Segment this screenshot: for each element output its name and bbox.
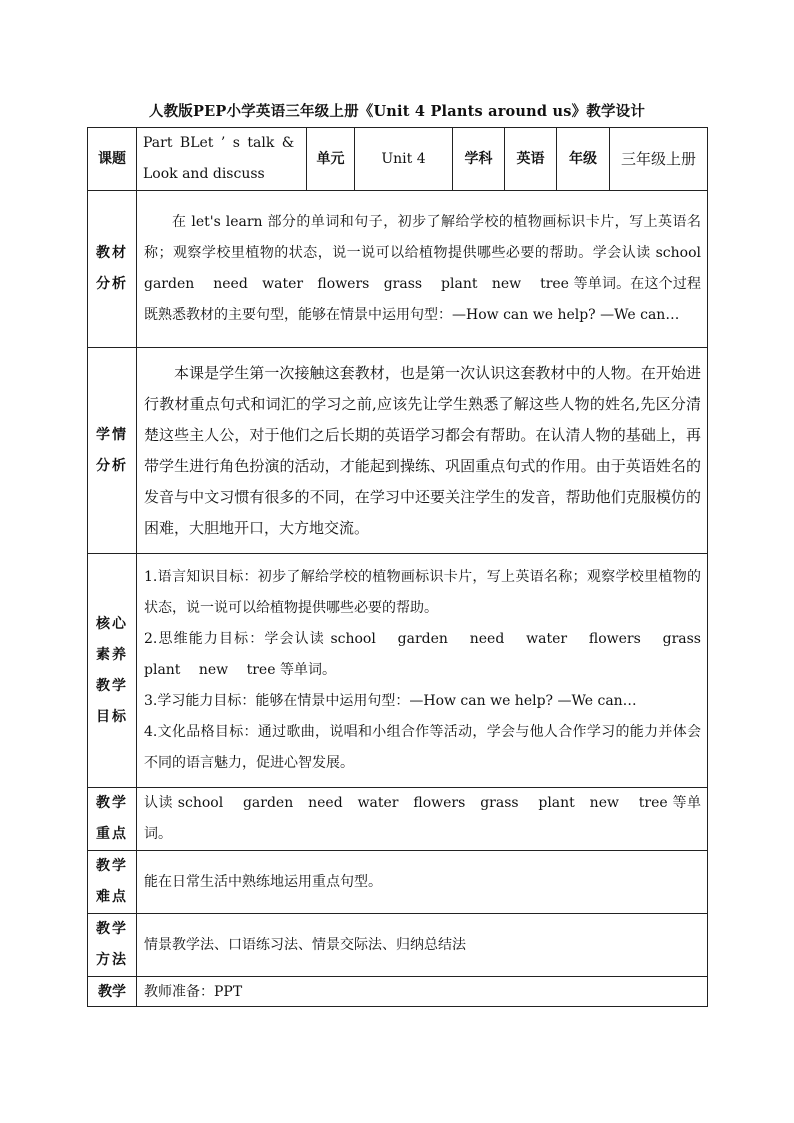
student-analysis-label: 学情 分析: [88, 348, 137, 554]
grade-label: 年级: [557, 128, 610, 191]
material-analysis-row: [88, 191, 708, 348]
material-analysis-label: 教材 分析: [88, 191, 137, 348]
preparation-label: 教学: [88, 977, 137, 1007]
material-analysis-text: 在 let's learn 部分的单词和句子，初步了解给学校的植物画标识卡片，写上英语名称；观察学校里植物的状态，说一说可以给植物提供哪些必要的帮助。学会认读 school garden need water flowers grass plant new tree 等单词。在这个过程既熟悉教材的主要句型，能够在情景中运用句型：—How can we help? —We can…: [137, 191, 708, 348]
preparation-row: [88, 977, 708, 1007]
goal-item-3: 3.学习能力目标：能够在情景中运用句型：—How can we help? —We can…: [144, 693, 637, 709]
goal-item-4: 4.文化品格目标：通过歌曲，说唱和小组合作等活动，学会与他人合作学习的能力并体会不同的语言魅力，促进心智发展。: [144, 724, 701, 771]
difficulties-label: 教学 难点: [88, 851, 137, 914]
methods-text: 情景教学法、口语练习法、情景交际法、归纳总结法: [137, 914, 708, 977]
unit-value: Unit 4: [355, 128, 453, 191]
student-analysis-text: 本课是学生第一次接触这套教材，也是第一次认识这套教材中的人物。在开始进行教材重点句式和词汇的学习之前,应该先让学生熟悉了解这些人物的姓名,先区分清楚这些主人公，对于他们之后长期的英语学习都会有帮助。在认清人物的基础上，再带学生进行角色扮演的活动，才能起到操练、巩固重点句式的作用。由于英语姓名的发音与中文习惯有很多的不同，在学习中还要关注学生的发音，帮助他们克服模仿的困难，大胆地开口，大方地交流。: [137, 348, 708, 554]
unit-label: 单元: [307, 128, 355, 191]
preparation-text: 教师准备：PPT: [137, 977, 708, 1007]
grade-value: 三年级上册: [610, 128, 708, 191]
lesson-plan-table: [87, 127, 720, 1007]
difficulties-text: 能在日常生活中熟练地运用重点句型。: [137, 851, 708, 914]
topic-value: [137, 128, 307, 191]
methods-label: 教学 方法: [88, 914, 137, 977]
key-points-row: [88, 788, 708, 851]
core-goals-text: [137, 554, 720, 788]
difficulties-row: [88, 851, 708, 914]
document-title: 人教版PEP小学英语三年级上册《Unit 4 Plants around us》教学设计: [148, 103, 646, 120]
goal-item-1: 1.语言知识目标：初步了解给学校的植物画标识卡片，写上英语名称；观察学校里植物的状态，说一说可以给植物提供哪些必要的帮助。: [144, 569, 701, 616]
core-goals-label: 核心 素养 教学 目标: [88, 554, 137, 788]
subject-value: 英语: [505, 128, 557, 191]
core-goals-row: [88, 554, 708, 788]
topic-label: 课题: [88, 128, 137, 191]
goal-item-2: 2.思维能力目标：学会认读 school garden need water flowers grass plant new tree 等单词。: [144, 631, 720, 678]
topic-value-line2: Look and discuss: [143, 166, 265, 182]
header-row: [88, 128, 708, 191]
key-points-text: 认读 school garden need water flowers grass plant new tree 等单词。: [137, 788, 708, 851]
methods-row: [88, 914, 708, 977]
topic-value-line1: Part BLet ’ s talk &: [143, 135, 295, 151]
subject-label: 学科: [453, 128, 505, 191]
key-points-label: 教学 重点: [88, 788, 137, 851]
student-analysis-row: [88, 348, 708, 554]
